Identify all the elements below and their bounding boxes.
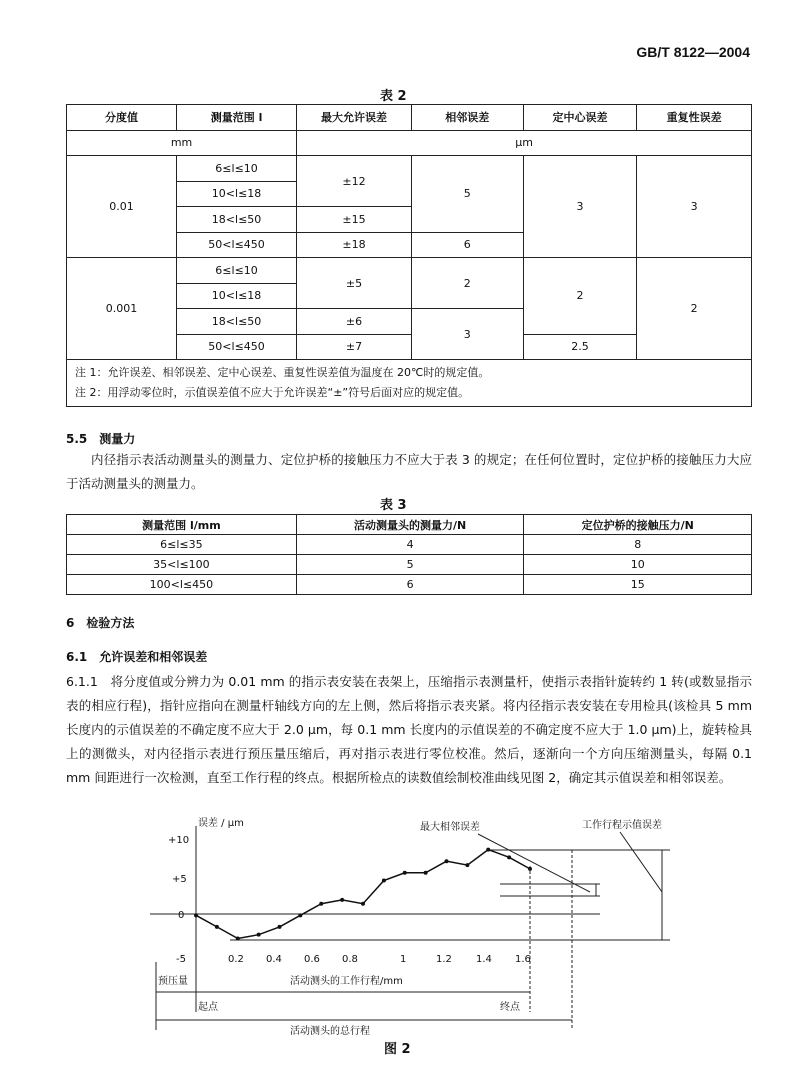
range-cell: 50<l≤450 [176, 232, 296, 258]
unit-um: μm [297, 130, 752, 156]
data-point [298, 913, 302, 917]
header-range: 测量范围 l/mm [67, 515, 297, 535]
section-5-5-text: 内径指示表活动测量头的测量力、定位护桥的接触压力不应大于表 3 的规定；在任何位置时，定位护桥的接触压力大应于活动测量头的测量力。 [66, 452, 752, 491]
section-5-5-heading: 5.5 测量力 [66, 432, 136, 446]
adjacent-error-cell: 5 [411, 156, 523, 233]
data-point [507, 855, 511, 859]
pressure-cell: 10 [524, 555, 752, 575]
unit-mm: mm [67, 130, 297, 156]
data-point [278, 925, 282, 929]
section-6-1-1-text: 6.1.1 将分度值或分辨力为 0.01 mm 的指示表安装在表架上，压缩指示表测量杆，使指示表指针旋转约 1 转(或数显指示表的相应行程)，指针应指向在测量杆轴线方向的左上侧，然后将指示表夹紧。将内径指示表安装在专用检具(该检具 5 mm 长度内的示值误差的不确定度不应大于 2.0 μm，每 0.1 mm 长度内的示值误差的不确定度不应大于 1.0 μm)上，旋转检具上的测微头，对内径指示表进行预压量压缩后，再对指示表进行零位校准。然后，逐渐向一个方向压缩测量头，每隔 0.1 mm 间距进行一次检测，直至工作行程的终点。根据所检点的读数值绘制校准曲线见图 2，确定其示值误差和相邻误差。 [66, 674, 752, 785]
range-cell: 6≤l≤35 [67, 535, 297, 555]
calibration-curve [196, 850, 530, 939]
x-tick-label: 1.2 [436, 954, 452, 965]
data-point [486, 848, 490, 852]
max-error-cell: ±15 [297, 207, 412, 233]
max-adjacent-leader [478, 834, 590, 892]
y-tick-label: +10 [168, 835, 190, 846]
header-centering-error: 定中心误差 [523, 105, 637, 131]
pressure-cell: 8 [524, 535, 752, 555]
centering-error-cell: 3 [523, 156, 637, 258]
pressure-cell: 15 [524, 575, 752, 595]
preload-label: 预压量 [158, 976, 188, 987]
data-point [382, 879, 386, 883]
total-travel-label: 活动测头的总行程 [290, 1026, 370, 1037]
work-error-label: 工作行程示值误差 [582, 820, 662, 831]
adjacent-error-cell: 3 [411, 309, 523, 360]
x-tick-label: 1.4 [476, 954, 492, 965]
standard-code: GB/T 8122—2004 [636, 44, 750, 60]
header-adjacent-error: 相邻误差 [411, 105, 523, 131]
force-cell: 6 [296, 575, 524, 595]
data-point [257, 933, 261, 937]
start-label: 起点 [198, 1002, 218, 1013]
x-tick-label: 1.6 [515, 954, 531, 965]
header-max-error: 最大允许误差 [297, 105, 412, 131]
x-tick-label: 0.4 [266, 954, 282, 965]
data-point [194, 913, 198, 917]
range-cell: 6≤l≤10 [176, 156, 296, 182]
section-6-heading: 6 检验方法 [66, 616, 135, 630]
header-division: 分度值 [67, 105, 177, 131]
y-axis-label: 误差 / μm [198, 818, 244, 829]
figure-caption: 图 2 [384, 1042, 411, 1057]
adjacent-error-cell: 2 [411, 258, 523, 309]
work-error-leader [620, 832, 662, 892]
range-cell: 18<l≤50 [176, 309, 296, 335]
data-point [528, 867, 532, 871]
range-cell: 100<l≤450 [67, 575, 297, 595]
x-tick-label: 0.2 [228, 954, 244, 965]
range-cell: 18<l≤50 [176, 207, 296, 233]
header-contact-pressure: 定位护桥的接触压力/N [524, 515, 752, 535]
x-tick-label: 0.8 [342, 954, 358, 965]
division-value: 0.001 [67, 258, 177, 360]
data-point [445, 859, 449, 863]
table3-title: 表 3 [380, 498, 407, 513]
note-2: 注 2：用浮动零位时，示值误差值不应大于允许误差“±”符号后面对应的规定值。 [75, 386, 470, 399]
range-cell: 6≤l≤10 [176, 258, 296, 284]
centering-error-cell: 2.5 [523, 334, 637, 360]
data-point [465, 863, 469, 867]
data-point [403, 871, 407, 875]
max-error-cell: ±12 [297, 156, 412, 207]
force-cell: 5 [296, 555, 524, 575]
data-point [236, 937, 240, 941]
header-measuring-force: 活动测量头的测量力/N [296, 515, 524, 535]
range-cell: 50<l≤450 [176, 334, 296, 360]
section-6-1-heading: 6.1 允许误差和相邻误差 [66, 650, 208, 664]
end-label: 终点 [500, 1002, 520, 1013]
max-error-cell: ±5 [297, 258, 412, 309]
range-cell: 35<l≤100 [67, 555, 297, 575]
y-tick-label: -5 [176, 954, 186, 965]
y-tick-label: 0 [178, 910, 185, 921]
header-repeatability-error: 重复性误差 [637, 105, 752, 131]
data-point [340, 898, 344, 902]
repeatability-error-cell: 2 [637, 258, 752, 360]
max-adjacent-label: 最大相邻误差 [420, 822, 480, 833]
range-cell: 10<l≤18 [176, 181, 296, 207]
data-point [424, 871, 428, 875]
adjacent-error-cell: 6 [411, 232, 523, 258]
note-1: 注 1：允许误差、相邻误差、定中心误差、重复性误差值为温度在 20℃时的规定值。 [75, 366, 490, 379]
repeatability-error-cell: 3 [637, 156, 752, 258]
centering-error-cell: 2 [523, 258, 637, 335]
work-travel-label: 活动测头的工作行程/mm [290, 976, 403, 987]
range-cell: 10<l≤18 [176, 283, 296, 309]
table2-title: 表 2 [380, 89, 407, 104]
data-point [361, 902, 365, 906]
data-point [319, 902, 323, 906]
division-value: 0.01 [67, 156, 177, 258]
max-error-cell: ±6 [297, 309, 412, 335]
max-error-cell: ±7 [297, 334, 412, 360]
y-tick-label: +5 [172, 874, 187, 885]
x-tick-label: 1 [400, 954, 407, 965]
x-tick-label: 0.6 [304, 954, 320, 965]
header-range: 测量范围 l [176, 105, 296, 131]
data-point [215, 925, 219, 929]
max-error-cell: ±18 [297, 232, 412, 258]
force-cell: 4 [296, 535, 524, 555]
